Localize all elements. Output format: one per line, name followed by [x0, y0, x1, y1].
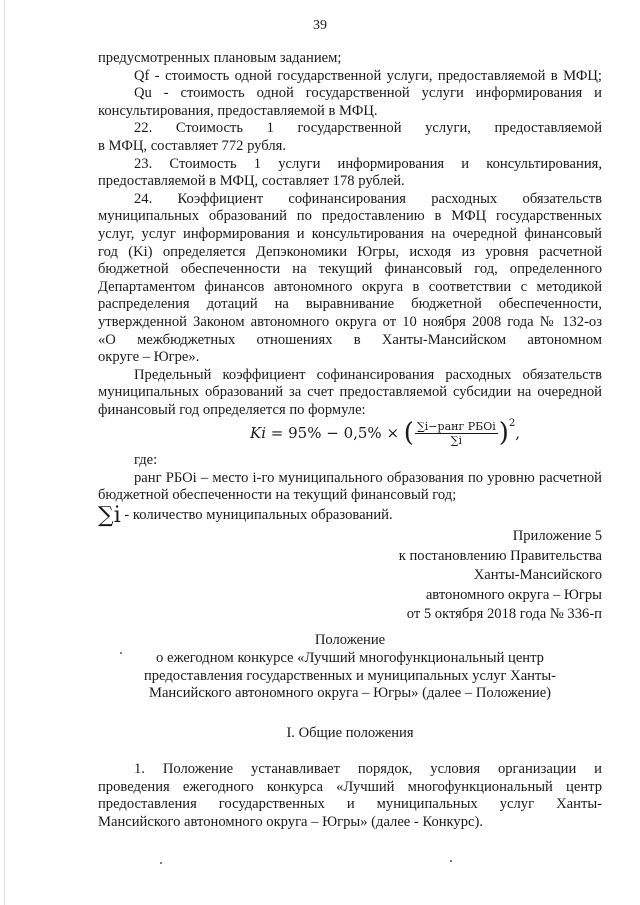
- text-line: бюджетной обеспеченности на текущий финансовый год, определенного: [98, 261, 602, 278]
- scan-dot: [450, 860, 452, 862]
- text-line: Департаментом финансов автономного округа в соответствии с методикой: [98, 278, 602, 295]
- text-line: Мансийского автономного округа – Югры» (далее - Конкурс).: [98, 813, 484, 830]
- formula-numerator: ∑i−ранг РБОi: [416, 419, 496, 433]
- formula-lhs: Ki: [250, 424, 267, 442]
- sum-definition: [98, 503, 602, 528]
- title-line: о ежегодном конкурсе «Лучший многофункциональный центр: [156, 649, 544, 666]
- text-line: «О межбюджетных отношениях в Ханты-Мансийском автономном: [98, 331, 602, 348]
- title-line: предоставления государственных и муниципальных услуг Ханты-: [143, 667, 557, 684]
- sum-symbol: ∑i: [98, 503, 121, 528]
- document-title: [98, 632, 602, 703]
- text-line: округе – Югре».: [98, 349, 200, 366]
- text-line: финансовый год определяется по формуле:: [98, 401, 366, 418]
- text-line: Qf - стоимость одной государственной услуги, предоставляемой в МФЦ;: [134, 67, 602, 84]
- scan-dot: [160, 862, 162, 864]
- section-heading: [98, 725, 602, 743]
- text-block-where: [98, 452, 602, 505]
- page-number: 39: [313, 18, 327, 33]
- text-line: предоставления государственных и муниципальных услуг Ханты-: [98, 796, 602, 813]
- title-line: Положение: [314, 632, 386, 648]
- formula-exponent: 2: [508, 417, 516, 429]
- text-line: 23. Стоимость 1 услуги информирования и консультирования,: [134, 155, 602, 172]
- appendix-line: Ханты-Мансийского: [473, 567, 602, 583]
- text-line: предусмотренных плановым заданием;: [98, 50, 342, 66]
- appendix-header: [399, 527, 602, 625]
- open-paren-glyph: (: [403, 418, 414, 448]
- text-block-top: [98, 50, 602, 419]
- formula-middle: = 95% − 0,5% ×: [266, 424, 404, 442]
- formula: [250, 413, 610, 453]
- text-line: год (Ki) определяется Депэкономики Югры, исходя из уровня расчетной: [98, 243, 602, 260]
- text-line: утвержденной Законом автономного округа от 10 ноября 2008 года № 132-оз: [98, 313, 602, 330]
- close-paren-glyph: ): [498, 418, 509, 448]
- text-line: [98, 503, 602, 528]
- text-line: Предельный коэффициент софинансирования расходных обязательств: [134, 366, 602, 383]
- text-line: 1. Положение устанавливает порядок, условия организации и: [134, 761, 602, 777]
- text-block-general: [98, 761, 602, 831]
- text-line: распределения дотаций на выравнивание бюджетной обеспеченности,: [98, 296, 602, 313]
- scan-edge: [4, 0, 5, 905]
- text-line: ранг РБОi – место i-го муниципального образования по уровню расчетной: [134, 469, 602, 486]
- text-line: где:: [134, 452, 158, 468]
- text-line: Qu - стоимость одной государственной услуги информирования и: [134, 85, 602, 102]
- appendix-line: от 5 октября 2018 года № 336-п: [406, 606, 602, 622]
- text-line: предоставляемой в МФЦ, составляет 178 рублей.: [98, 173, 405, 190]
- text-line: проведения ежегодного конкурса «Лучший многофункциональный центр: [98, 778, 602, 795]
- appendix-line: автономного округа – Югры: [425, 586, 602, 603]
- text-line: муниципальных образований по предоставлению в МФЦ государственных: [98, 208, 602, 225]
- text-line: муниципальных образований за счет предоставляемой субсидии на очередной: [98, 384, 602, 401]
- formula-fraction: [415, 420, 498, 447]
- text-line: 24. Коэффициент софинансирования расходных обязательств: [134, 190, 602, 207]
- section-heading-text: I. Общие положения: [286, 725, 414, 741]
- text-line: консультирования, предоставляемой в МФЦ.: [98, 102, 378, 119]
- formula-tail: ,: [515, 424, 521, 442]
- sum-text: - количество муниципальных образований.: [120, 507, 393, 523]
- formula-denominator: ∑i: [450, 433, 463, 447]
- text-line: бюджетной обеспеченности на текущий финансовый год;: [98, 487, 457, 504]
- appendix-line: к постановлению Правительства: [398, 547, 602, 564]
- text-line: услуг, услуг информирования и консультирования на очередной финансовый: [98, 225, 602, 242]
- appendix-line: Приложение 5: [512, 528, 602, 544]
- title-line: Мансийского автономного округа – Югры» (далее – Положение): [148, 685, 552, 702]
- text-line: в МФЦ, составляет 772 рубля.: [98, 137, 286, 154]
- text-line: 22. Стоимость 1 государственной услуги, предоставляемой: [134, 120, 602, 137]
